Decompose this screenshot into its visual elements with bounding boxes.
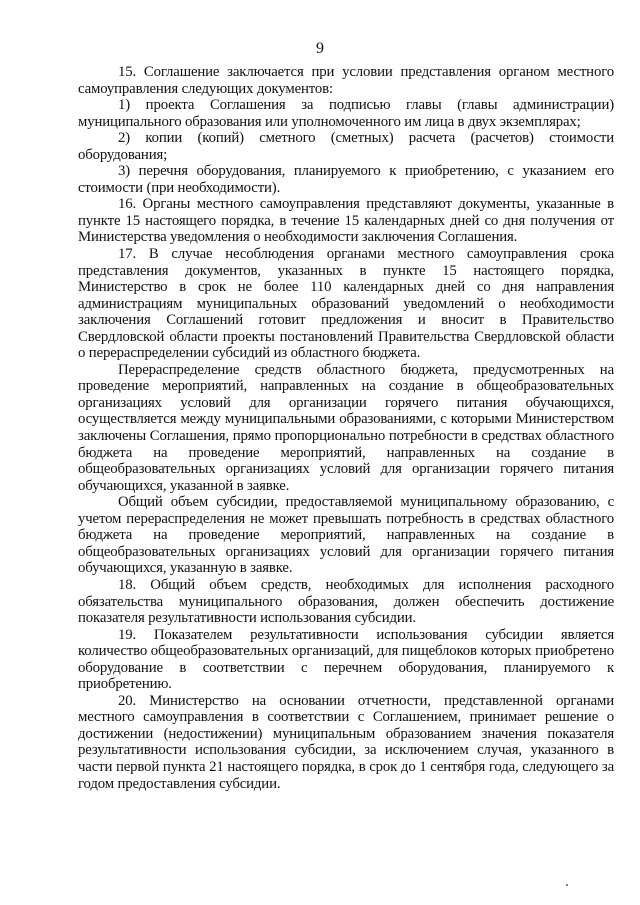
paragraph-15: 15. Соглашение заключается при условии представления органом местного самоуправления следующих документов: [78,64,614,97]
paragraph-15-item-3: 3) перечня оборудования, планируемого к приобретению, с указанием его стоимости (при необходимости). [78,163,614,196]
paragraph-16: 16. Органы местного самоуправления представляют документы, указанные в пункте 15 настоящего порядка, в течение 15 календарных дней со дня получения от Министерства уведомления о необходимости заключения Соглашения. [78,196,614,246]
paragraph-18: 18. Общий объем средств, необходимых для исполнения расходного обязательства муниципального образования, должен обеспечить достижение показателя результативности использования субсидии. [78,576,614,627]
paragraph-17-redistribution: Перераспределение средств областного бюджета, предусмотренных на проведение мероприятий, направленных на создание в общеобразовательных организациях условий для организации горячего питания обучающихся, осуществляется между муниципальными образованиями, с которыми Министерством заключены Соглашения, прямо пропорционально потребности в средствах областного бюджета на проведение мероприятий, направленных на создание в общеобразовательных организациях условий для организации горячего питания обучающихся, указанной в заявке. [78,361,614,494]
paragraph-15-item-1: 1) проекта Соглашения за подписью главы (главы администрации) муниципального образования или уполномоченного им лица в двух экземплярах; [78,97,614,130]
paragraph-15-item-2: 2) копии (копий) сметного (сметных) расчета (расчетов) стоимости оборудования; [78,130,614,163]
paragraph-20: 20. Министерство на основании отчетности, представленной органами местного самоуправления в соответствии с Соглашением, принимает решение о достижении (недостижении) муниципальным образованием значения показателя результативности использования субсидии, за исключением случая, указанного в части первой пункта 21 настоящего порядка, в срок до 1 сентября года, следующего за годом предоставления субсидии. [78,692,614,792]
document-body [78,64,614,792]
page-number: 9 [316,40,324,57]
scan-speck [566,884,568,886]
paragraph-17: 17. В случае несоблюдения органами местного самоуправления срока представления документов, указанных в пункте 15 настоящего порядка, Министерство в срок не более 110 календарных дней со дня направления администрациям муниципальных образований уведомлений о необходимости заключения Соглашений готовит предложения и вносит в Правительство Свердловской области проекты постановлений Правительства Свердловской области о перераспределении субсидий из областного бюджета. [78,246,614,362]
paragraph-17-total-volume: Общий объем субсидии, предоставляемой муниципальному образованию, с учетом перераспределения не может превышать потребность в средствах областного бюджета на проведение мероприятий, направленных на создание в общеобразовательных организациях условий для организации горячего питания обучающихся, указанную в заявке. [78,494,614,577]
paragraph-19: 19. Показателем результативности использования субсидии является количество общеобразовательных организаций, для пищеблоков которых приобретено оборудование в соответствии с перечнем оборудования, планируемого к приобретению. [78,626,614,693]
